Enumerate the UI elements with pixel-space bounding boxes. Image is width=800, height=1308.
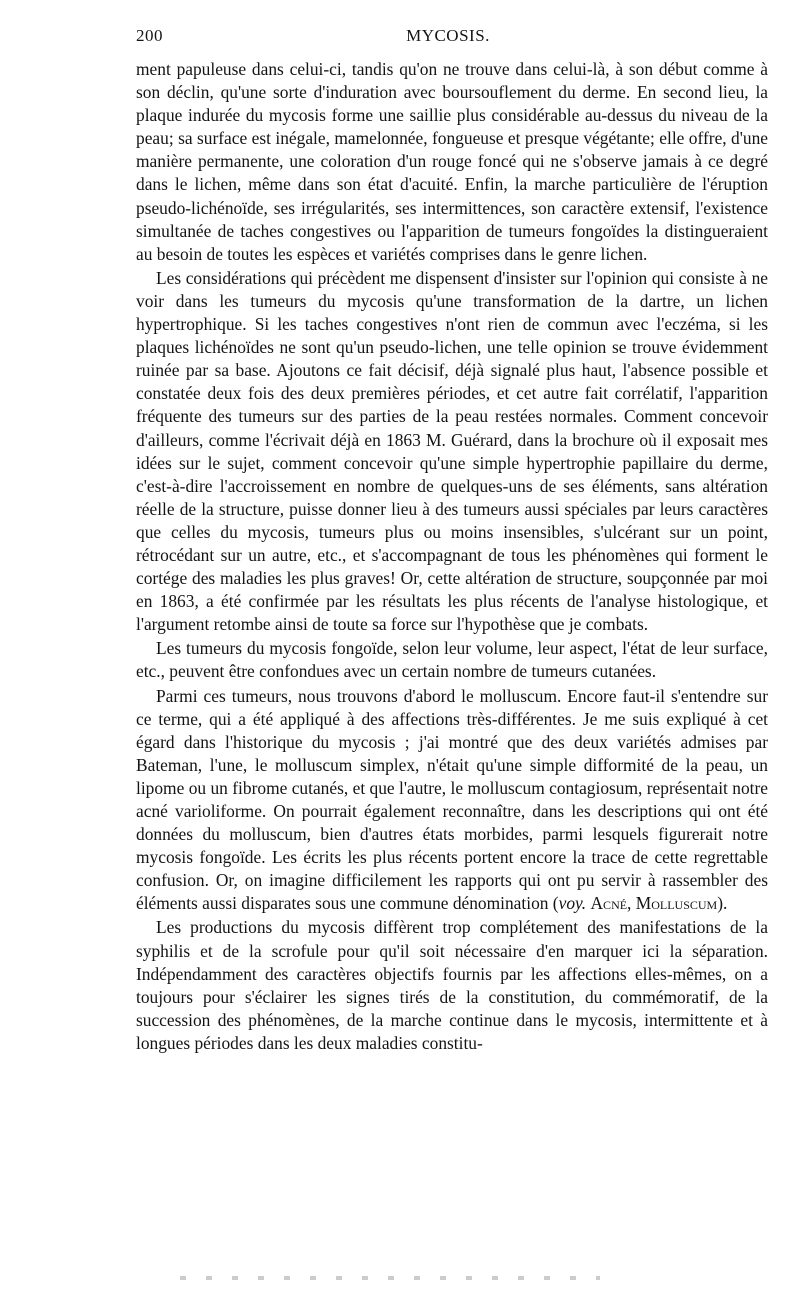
paragraph-hypertrophic-lichen-opinion: Les considérations qui précèdent me dispensent d'insister sur l'opinion qui consiste à ne voir dans les tumeurs du mycosis qu'une transformation de la dartre, un lichen hypertrophique. Si les taches congestives n'ont rien de commun avec l'eczéma, si les plaques lichénoïdes ne sont qu'un pseudo-lichen, une telle opinion se trouve évidemment ruinée par sa base. Ajoutons ce fait décisif, déjà signalé plus haut, l'absence possible et constatée deux fois des deux premières périodes, et cet autre fait corrélatif, l'apparition fréquente des tumeurs sur des parties de la peau restées normales. Comment concevoir d'ailleurs, comme l'écrivait déjà en 1863 M. Guérard, dans la brochure où il exposait mes idées sur le sujet, comment concevoir qu'une simple hypertrophie papillaire du derme, c'est-à-dire l'accroissement en nombre de quelques-uns de ses éléments, sans altération réelle de la structure, puisse donner lieu à des tumeurs aussi spéciales par leurs caractères que celles du mycosis, tumeurs plus ou moins insensibles, s'ulcérant sur un point, rétrocédant sur un autre, etc., et s'accompagnant de tous les phénomènes qui forment le cortége des maladies les plus graves! Or, cette altération de structure, soupçonnée par moi en 1863, a été confirmée par les résultats les plus récents de l'analyse histologique, et l'argument retombe ainsi de toute sa force sur l'hypothèse que je combats. xyxy=(136,267,768,635)
molluscum-text: Parmi ces tumeurs, nous trouvons d'abord le molluscum. Encore faut-il s'entendre sur ce terme, qui a été appliqué à des affections très-différentes. Je me suis expliqué à cet égard dans l'historique du mycosis ; j'ai montré que des deux variétés admises par Bateman, l'une, le molluscum simplex, n'était qu'une simple difformité de la peau, un lipome ou un fibrome cutanés, et que l'autre, le molluscum contagiosum, représentait notre acné varioliforme. On pourrait également reconnaître, dans les descriptions qui ont été données du molluscum, bien d'autres états morbides, parmi lesquels figurerait notre mycosis fongoïde. Les écrits les plus récents portent encore la trace de cette regrettable confusion. Or, on imagine difficilement les rapports qui ont pu servir à rassembler des éléments aussi disparates sous une commune dénomination ( xyxy=(136,685,768,914)
body-text xyxy=(136,58,768,1056)
page-number: 200 xyxy=(136,26,163,45)
voy-abbreviation: voy. xyxy=(558,893,587,914)
paragraph-lichen-comparison: ment papuleuse dans celui-ci, tandis qu'on ne trouve dans celui-là, à son début comme à son déclin, qu'une sorte d'induration avec boursouflement du derme. En second lieu, la plaque indurée du mycosis forme une saillie plus considérable au-dessus du niveau de la peau; sa surface est inégale, mamelonnée, fongueuse et presque végétante; elle offre, d'une manière permanente, une coloration d'un rouge foncé qui ne s'observe jamais à ce degré dans le lichen, même dans son état d'acuité. Enfin, la marche particulière de l'éruption pseudo-lichénoïde, ses irrégularités, ses intermittences, son caractère extensif, l'existence simultanée de taches congestives ou l'apparition de tumeurs fongoïdes la distingueraient au besoin de toutes les espèces et variétés comprises dans le genre lichen. xyxy=(136,59,768,264)
paragraph-cutaneous-tumours: Les tumeurs du mycosis fongoïde, selon leur volume, leur aspect, l'état de leur surface, etc., peuvent être confondues avec un certain nombre de tumeurs cutanées. xyxy=(136,638,768,682)
paragraph-syphilis-scrofula: Les productions du mycosis diffèrent trop complétement des manifestations de la syphilis et de la scrofule pour qu'il soit nécessaire d'en marquer ici la séparation. Indépendamment des caractères objectifs fournis par les affections elles-mêmes, on a toujours pour s'éclairer les signes tirés de la constitution, du commémoratif, de la succession des phénomènes, de la marche continue dans le mycosis, intermittente et à longues périodes dans les deux maladies constitu- xyxy=(136,917,768,1053)
cross-reference: Acné, Molluscum xyxy=(590,893,718,914)
page-header xyxy=(136,26,760,52)
bottom-scan-noise xyxy=(180,1276,600,1280)
molluscum-text-end: ). xyxy=(717,893,728,914)
running-title: MYCOSIS. xyxy=(406,26,490,45)
paragraph-molluscum xyxy=(136,685,768,916)
